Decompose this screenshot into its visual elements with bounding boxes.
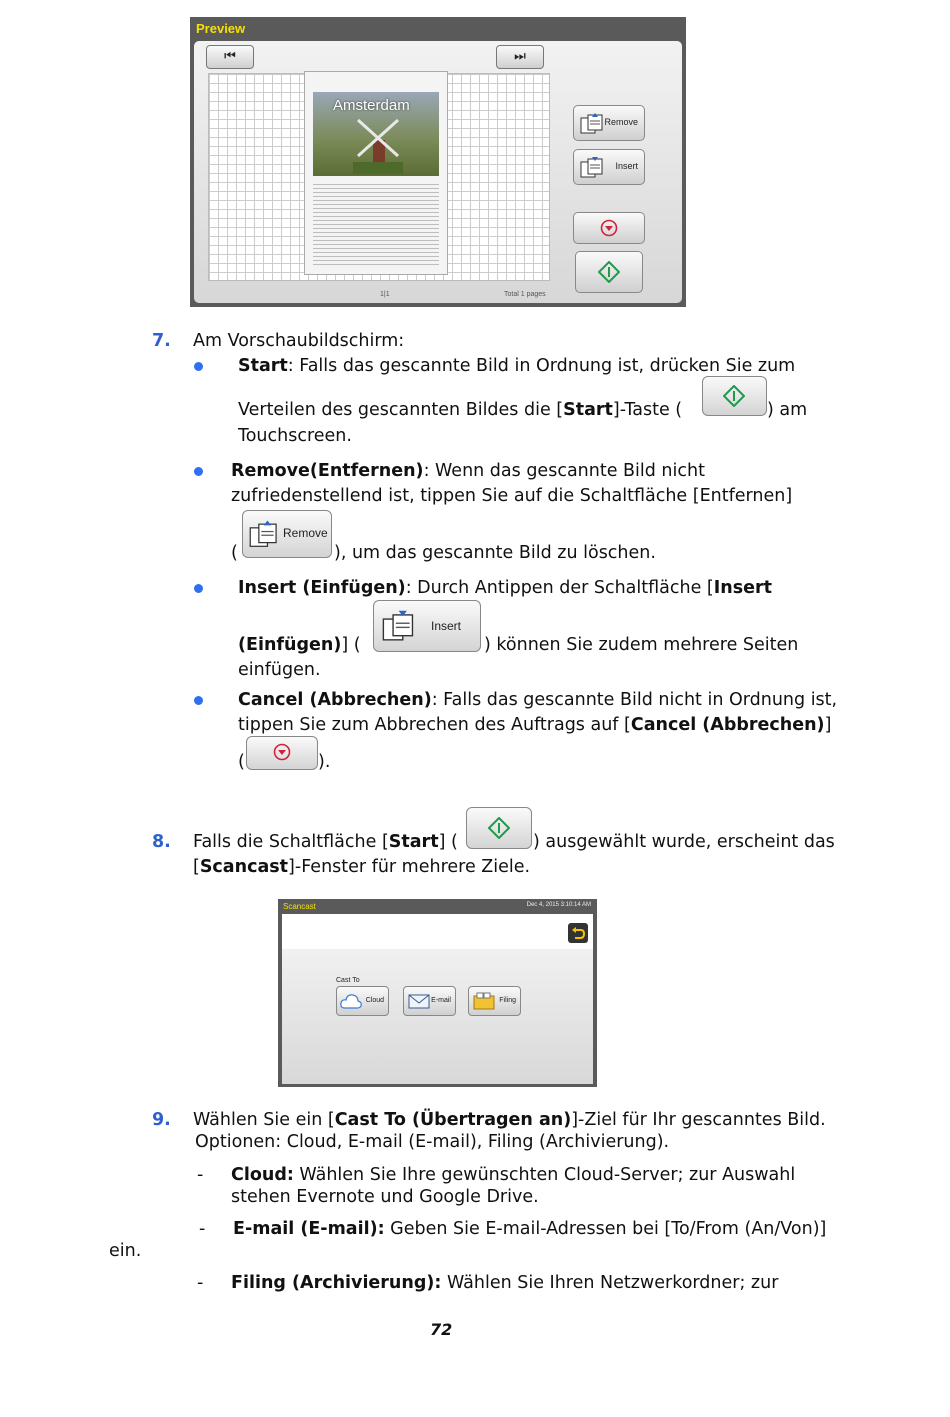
filing-button[interactable] (468, 986, 521, 1016)
bullet-icon (194, 467, 203, 476)
insert-term: Insert (Einfügen) (238, 578, 406, 598)
page-indicator: 1|1 (380, 291, 390, 298)
windmill-icon (353, 112, 403, 174)
insert-line2-mid: ] ( (341, 635, 361, 655)
step8-line2-post: ]-Fenster für mehrere Ziele. (288, 857, 531, 877)
filing-label: Filing (499, 997, 516, 1004)
page-number: 72 (430, 1320, 453, 1339)
document-title: Amsterdam (333, 97, 410, 114)
step8-line1-mid: ] ( (438, 832, 458, 852)
filing-option-text: Wählen Sie Ihren Netzwerkordner; zur (441, 1273, 779, 1293)
cloud-option-line2: stehen Evernote und Google Drive. (231, 1187, 539, 1207)
step-9-number: 9. (152, 1110, 171, 1130)
cancel-line2-pre: tippen Sie zum Abbrechen des Auftrags auf [ (238, 715, 631, 735)
insert-paragraph-line3: einfügen. (238, 660, 321, 680)
email-label: E-mail (431, 997, 451, 1004)
skip-forward-icon: ⏭ (514, 49, 526, 64)
next-page-button[interactable] (496, 45, 544, 69)
start-icon (723, 385, 745, 407)
folder-icon (473, 992, 495, 1010)
scancast-panel (282, 914, 593, 1084)
total-pages-label: Total 1 pages (504, 291, 546, 298)
windmill-photo (313, 92, 439, 176)
step-8-line2 (193, 857, 530, 877)
cast-to-term: Cast To (Übertragen an) (334, 1110, 572, 1130)
scancast-datetime: Dec 4, 2015 3:10:14 AM (526, 902, 591, 908)
step9-line1-post: ]-Ziel für Ihr gescanntes Bild. (571, 1110, 826, 1130)
start-term: Start (238, 356, 288, 376)
start-paragraph-line3: Touchscreen. (238, 426, 352, 446)
scancast-title: Scancast (283, 902, 316, 911)
insert-page-icon (382, 607, 418, 645)
bullet-icon (194, 696, 203, 705)
start-line2-mid: ]-Taste ( (612, 400, 683, 420)
cancel-icon (273, 743, 291, 761)
back-button[interactable] (568, 923, 588, 943)
start-paragraph-line2 (238, 400, 682, 420)
filing-term: Filing (Archivierung): (231, 1273, 442, 1293)
cancel-term-2: Cancel (Abbrechen) (630, 715, 825, 735)
document-text-lines (313, 184, 439, 268)
remove-line3-post: ), um das gescannte Bild zu löschen. (334, 543, 656, 563)
preview-title: Preview (196, 21, 246, 36)
envelope-icon (408, 993, 430, 1009)
email-button[interactable] (403, 986, 456, 1016)
cloud-option-line1 (231, 1165, 795, 1185)
start-icon (598, 261, 620, 283)
cancel-line1-text: : Falls das gescannte Bild nicht in Ordnung ist, (431, 690, 838, 710)
cancel-icon (600, 219, 618, 237)
cancel-button[interactable] (573, 212, 645, 244)
email-option-text: Geben Sie E-mail-Adressen bei [To/From (An/Von)] (384, 1219, 827, 1239)
remove-inline-button (242, 510, 332, 558)
step-9-line1 (193, 1110, 826, 1130)
cancel-line3-post: ). (318, 752, 331, 772)
start-line1-text: : Falls das gescannte Bild in Ordnung ist, drücken Sie zum (287, 356, 796, 376)
insert-line2-post: ) können Sie zudem mehrere Seiten (484, 635, 799, 655)
insert-term-2: Insert (713, 578, 773, 598)
step8-line2-pre: [ (193, 857, 200, 877)
cloud-icon (340, 992, 362, 1010)
remove-term: Remove(Entfernen) (231, 461, 424, 481)
insert-inline-label: Insert (431, 619, 462, 633)
step-9-line2: Optionen: Cloud, E-mail (E-mail), Filing (Archivierung). (195, 1132, 670, 1152)
remove-button[interactable] (573, 105, 645, 141)
step-7-heading: Am Vorschaubildschirm: (193, 331, 405, 351)
cancel-inline-button (246, 736, 318, 770)
email-option-line2: ein. (109, 1241, 142, 1261)
remove-inline-label: Remove (283, 526, 328, 540)
cloud-term: Cloud: (231, 1165, 294, 1185)
filing-option-line1 (231, 1273, 778, 1293)
cancel-line3-pre: ( (238, 752, 245, 772)
dash-bullet: - (197, 1273, 204, 1293)
cancel-line2-post: ] (824, 715, 832, 735)
bullet-icon (194, 584, 203, 593)
bullet-icon (194, 362, 203, 371)
start-inline-button (702, 376, 767, 416)
dash-bullet: - (199, 1219, 206, 1239)
insert-button-label: Insert (615, 161, 638, 171)
scancast-screenshot (278, 899, 597, 1087)
step8-line1-pre: Falls die Schaltfläche [ (193, 832, 389, 852)
remove-paragraph-line2: zufriedenstellend ist, tippen Sie auf die Schaltfläche [Entfernen] (231, 486, 793, 506)
step9-line1-pre: Wählen Sie ein [ (193, 1110, 335, 1130)
cancel-paragraph-line2 (238, 715, 831, 735)
scancast-term: Scancast (199, 857, 289, 877)
insert-term-3: (Einfügen) (238, 635, 342, 655)
start-button[interactable] (575, 251, 643, 293)
insert-paragraph-line1 (238, 578, 772, 598)
dash-bullet: - (197, 1165, 204, 1185)
skip-back-icon: ⏮ (224, 49, 236, 64)
start-line2-pre: Verteilen des gescannten Bildes die [ (238, 400, 564, 420)
cloud-option-text: Wählen Sie Ihre gewünschten Cloud-Server; zur Auswahl (293, 1165, 796, 1185)
start-line2-post: ) am (767, 400, 808, 420)
previous-page-button[interactable] (206, 45, 254, 69)
remove-page-icon (580, 112, 606, 134)
preview-panel (194, 41, 682, 303)
cast-to-label: Cast To (336, 977, 360, 984)
remove-line1-text: : Wenn das gescannte Bild nicht (423, 461, 705, 481)
remove-line3-pre: ( (231, 543, 238, 563)
cancel-term: Cancel (Abbrechen) (238, 690, 432, 710)
insert-page-icon (580, 156, 606, 178)
cloud-button[interactable] (336, 986, 389, 1016)
start-key-term: Start (563, 400, 613, 420)
step8-start-term: Start (388, 832, 439, 852)
step-8-number: 8. (152, 832, 171, 852)
cloud-label: Cloud (365, 997, 384, 1004)
scancast-header-bar (282, 914, 593, 949)
email-term: E-mail (E-mail): (233, 1219, 385, 1239)
preview-screenshot (190, 17, 686, 307)
remove-paragraph-line1 (231, 461, 705, 481)
step-8-line1 (193, 832, 458, 852)
insert-inline-button (373, 600, 481, 652)
start-inline-button-2 (466, 807, 532, 849)
start-paragraph-line1 (238, 356, 795, 376)
cancel-paragraph-line1 (238, 690, 837, 710)
step-7-number: 7. (152, 331, 171, 351)
preview-page-thumbnail (304, 71, 448, 275)
start-icon (488, 817, 510, 839)
remove-page-icon (249, 517, 281, 551)
insert-line1-text: : Durch Antippen der Schaltfläche [ (405, 578, 714, 598)
remove-button-label: Remove (604, 117, 638, 127)
email-option-line1 (233, 1219, 826, 1239)
step-8-line1-post: ) ausgewählt wurde, erscheint das (533, 832, 835, 852)
insert-paragraph-line2 (238, 635, 361, 655)
back-icon (571, 926, 585, 940)
insert-button[interactable] (573, 149, 645, 185)
